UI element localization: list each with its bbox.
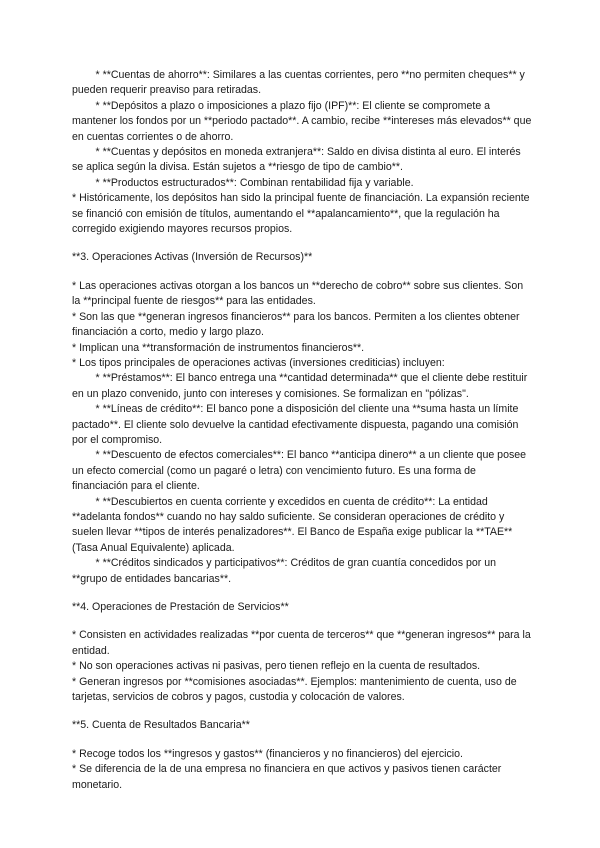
paragraph: * **Depósitos a plazo o imposiciones a plazo fijo (IPF)**: El cliente se compromete a mantener los fondos por un **periodo pactado**. A cambio, recibe **intereses más elevados** que en cuentas corrientes o de ahorro. <box>72 99 532 143</box>
paragraph: * Generan ingresos por **comisiones asociadas**. Ejemplos: mantenimiento de cuenta, uso de tarjetas, servicios de cobros y pagos, custodia y colocación de valores. <box>72 675 517 704</box>
section-heading: **3. Operaciones Activas (Inversión de Recursos)** <box>72 251 313 264</box>
paragraph: * **Descubiertos en cuenta corriente y excedidos en cuenta de crédito**: La entidad **adelanta fondos** cuando no hay saldo suficiente. Se consideran operaciones de crédito y suelen llevar **tipos de interés penalizadores**. El Banco de España exige publicar la **TAE** (Tasa Anual Equivalente) aplicada. <box>72 495 513 554</box>
paragraph: * Son las que **generan ingresos financieros** para los bancos. Permiten a los clientes obtener financiación a corto, medio y largo plazo. <box>72 310 520 339</box>
section-heading: **5. Cuenta de Resultados Bancaria** <box>72 719 250 732</box>
paragraph: * **Créditos sindicados y participativos**: Créditos de gran cuantía concedidos por un **grupo de entidades bancarias**. <box>72 557 496 585</box>
paragraph: * **Productos estructurados**: Combinan rentabilidad fija y variable. <box>72 176 414 189</box>
section-heading: **4. Operaciones de Prestación de Servicios** <box>72 601 289 613</box>
document-body <box>72 68 532 793</box>
paragraph: * **Líneas de crédito**: El banco pone a disposición del cliente una **suma hasta un límite pactado**. El cliente solo devuelve la cantidad efectivamente dispuesta, pagando una comisión por el compromiso. <box>72 403 519 446</box>
paragraph: * Se diferencia de la de una empresa no financiera en que activos y pasivos tienen carácter monetario. <box>72 763 502 791</box>
spacer <box>72 266 532 279</box>
paragraph: * **Cuentas y depósitos en moneda extranjera**: Saldo en divisa distinta al euro. El interés se aplica según la divisa. Están sujetos a **riesgo de tipo de cambio**. <box>72 146 521 174</box>
paragraph: * Implican una **transformación de instrumentos financieros**. <box>72 341 365 354</box>
paragraph: * Consisten en actividades realizadas **por cuenta de terceros** que **generan ingresos** para la entidad. <box>72 629 531 657</box>
spacer <box>72 705 532 718</box>
paragraph: * **Descuento de efectos comerciales**: El banco **anticipa dinero** a un cliente que posee un efecto comercial (como un pagaré o letra) con vencimiento futuro. Es una forma de financiación para el cliente. <box>72 449 527 493</box>
spacer <box>72 615 532 628</box>
paragraph: * No son operaciones activas ni pasivas, pero tienen reflejo en la cuenta de resultados. <box>72 660 481 673</box>
paragraph: * Históricamente, los depósitos han sido la principal fuente de financiación. La expansión reciente se financió con emisión de títulos, aumentando el **apalancamiento**, que la regulación ha corregido exigiendo mayores recursos propios. <box>72 192 530 236</box>
paragraph: * Recoge todos los **ingresos y gastos** (financieros y no financieros) del ejercicio. <box>72 747 463 760</box>
paragraph: * Las operaciones activas otorgan a los bancos un **derecho de cobro** sobre sus clientes. Son la **principal fuente de riesgos** para las entidades. <box>72 279 524 308</box>
paragraph: * **Cuentas de ahorro**: Similares a las cuentas corrientes, pero **no permiten cheques** y pueden requerir preaviso para retiradas. <box>72 69 525 97</box>
spacer <box>72 587 532 600</box>
paragraph: * **Préstamos**: El banco entrega una **cantidad determinada** que el cliente debe restituir en un plazo convenido, junto con intereses y comisiones. Se formalizan en "pólizas". <box>72 372 528 400</box>
spacer <box>72 237 532 250</box>
spacer <box>72 734 532 747</box>
paragraph: * Los tipos principales de operaciones activas (inversiones crediticias) incluyen: <box>72 356 445 369</box>
